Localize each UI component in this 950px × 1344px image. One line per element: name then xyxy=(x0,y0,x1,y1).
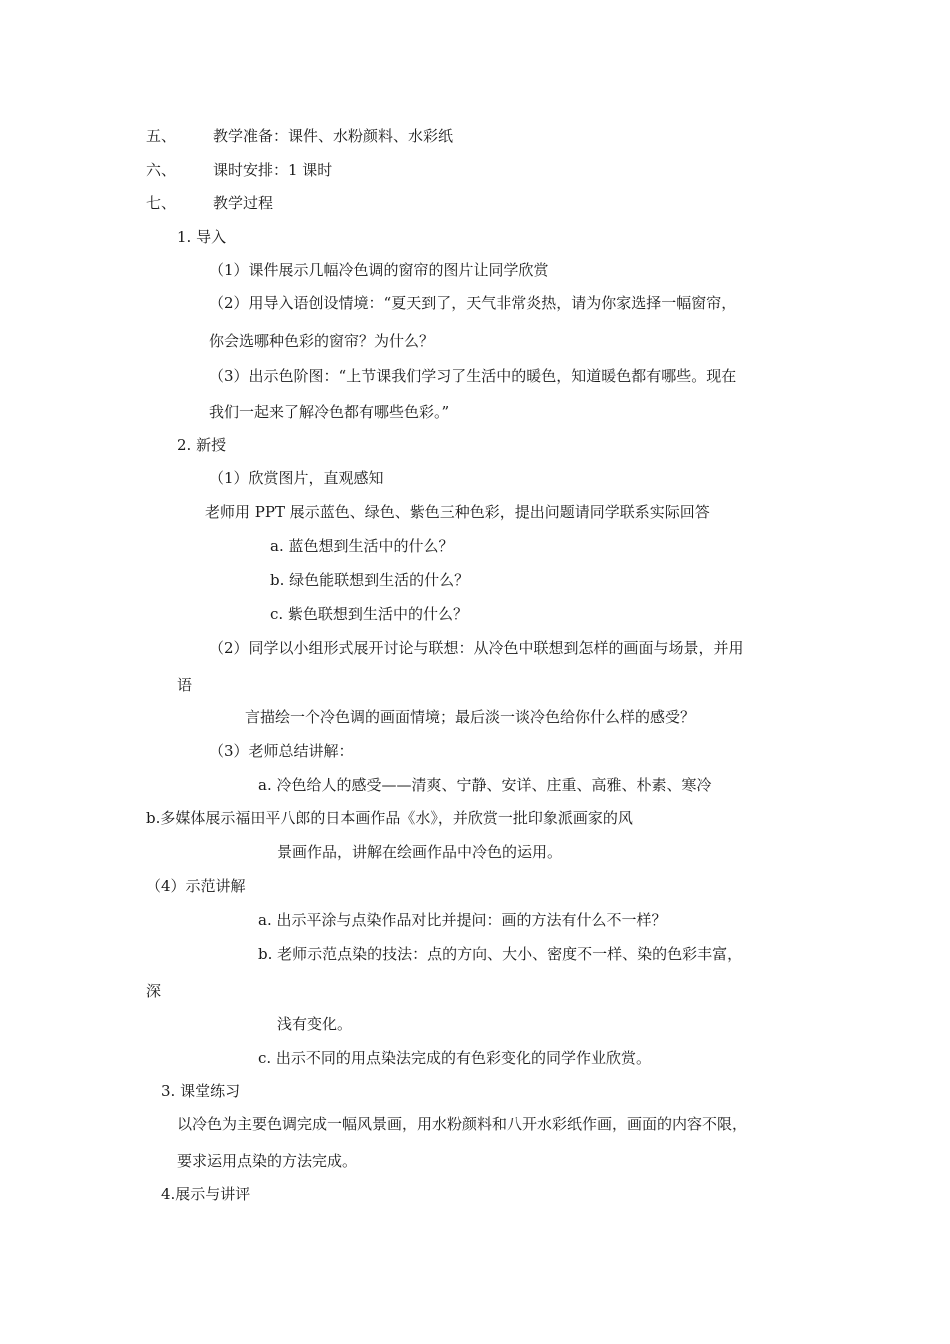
intro-item-2-line-1: （2）用导入语创设情境：“夏天到了，天气非常炎热，请为你家选择一幅窗帘， xyxy=(209,294,737,312)
new-item-4-point-c: c. 出示不同的用点染法完成的有色彩变化的同学作业欣赏。 xyxy=(258,1049,651,1067)
new-item-1-question-c: c. 紫色联想到生活中的什么？ xyxy=(270,605,468,623)
intro-heading: 1. 导入 xyxy=(177,228,227,246)
section-text-7: 教学过程 xyxy=(213,194,274,212)
practice-heading: 3. 课堂练习 xyxy=(161,1082,241,1100)
section-number-6: 六、 xyxy=(146,161,177,179)
new-item-1-question-b: b. 绿色能联想到生活的什么？ xyxy=(270,571,470,589)
new-item-3: （3）老师总结讲解： xyxy=(209,742,354,760)
intro-item-3-line-2: 我们一起来了解冷色都有哪些色彩。” xyxy=(209,403,450,421)
new-item-2-line-1: （2）同学以小组形式展开讨论与联想：从冷色中联想到怎样的画面与场景，并用 xyxy=(209,639,744,657)
section-number-5: 五、 xyxy=(146,127,177,145)
section-text-6: 课时安排：1 课时 xyxy=(213,161,333,179)
new-item-4-point-b-line-1: b. 老师示范点染的技法：点的方向、大小、密度不一样、染的色彩丰富， xyxy=(258,945,743,963)
intro-item-2-line-2: 你会选哪种色彩的窗帘？为什么？ xyxy=(209,332,435,350)
section-number-7: 七、 xyxy=(146,194,177,212)
new-item-3-point-a: a. 冷色给人的感受——清爽、宁静、安详、庄重、高雅、朴素、寒冷 xyxy=(258,776,712,794)
intro-item-3-line-1: （3）出示色阶图：“上节课我们学习了生活中的暖色，知道暖色都有哪些。现在 xyxy=(209,367,737,385)
new-item-4: （4）示范讲解 xyxy=(146,877,246,895)
new-item-1: （1）欣赏图片，直观感知 xyxy=(209,469,384,487)
new-item-4-point-b-line-3: 浅有变化。 xyxy=(277,1015,353,1033)
practice-text-line-2: 要求运用点染的方法完成。 xyxy=(177,1152,358,1170)
new-item-3-point-b-line-1: b.多媒体展示福田平八郎的日本画作品《水》，并欣赏一批印象派画家的风 xyxy=(146,809,633,827)
intro-item-1: （1）课件展示几幅冷色调的窗帘的图片让同学欣赏 xyxy=(209,261,549,279)
section-text-5: 教学准备：课件、水粉颜料、水彩纸 xyxy=(213,127,454,145)
new-item-3-point-b-line-2: 景画作品，讲解在绘画作品中冷色的运用。 xyxy=(277,843,563,861)
new-heading: 2. 新授 xyxy=(177,436,227,454)
new-item-2-line-3: 言描绘一个冷色调的画面情境；最后淡一谈冷色给你什么样的感受？ xyxy=(245,708,696,726)
new-item-2-line-2: 语 xyxy=(177,676,193,694)
new-item-1-description: 老师用 PPT 展示蓝色、绿色、紫色三种色彩，提出问题请同学联系实际回答 xyxy=(205,503,710,521)
practice-text-line-1: 以冷色为主要色调完成一幅风景画，用水粉颜料和八开水彩纸作画，画面的内容不限， xyxy=(177,1115,748,1133)
show-heading: 4.展示与讲评 xyxy=(161,1185,251,1203)
new-item-4-point-a: a. 出示平涂与点染作品对比并提问：画的方法有什么不一样？ xyxy=(258,911,667,929)
new-item-1-question-a: a. 蓝色想到生活中的什么？ xyxy=(270,537,454,555)
new-item-4-point-b-line-2: 深 xyxy=(146,982,162,1000)
